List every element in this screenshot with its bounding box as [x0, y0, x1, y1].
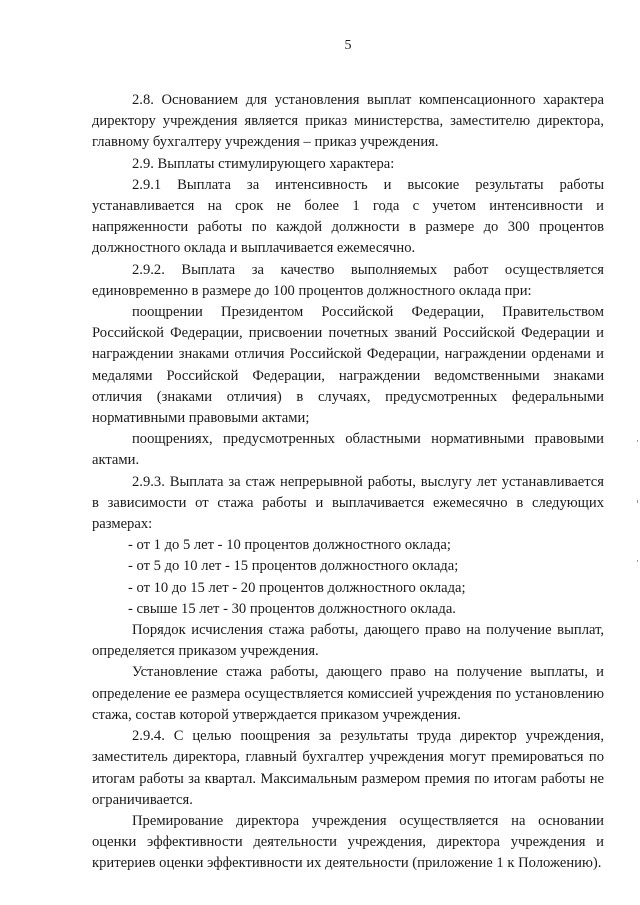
scan-margin-mark	[637, 560, 638, 562]
list-item: - от 5 до 10 лет - 15 процентов должностного оклада;	[128, 558, 459, 575]
paragraph-p-2-9-4: 2.9.4. С целью поощрения за результаты труда директор учреждения, заместитель директора, главный бухгалтер учреждения могут премироваться по итогам работы за квартал. Максимальным размером премия по итогам работы не ограничивается.	[92, 728, 604, 808]
list-item: - свыше 15 лет - 30 процентов должностного оклада.	[128, 600, 456, 617]
list-item: - от 1 до 5 лет - 10 процентов должностного оклада;	[128, 537, 451, 554]
paragraph-p-2-8: 2.8. Основанием для установления выплат компенсационного характера директору учреждения является приказ министерства, заместителю директора, главному бухгалтеру учреждения – приказ учреждения.	[92, 92, 604, 151]
paragraph-p-2-9-1: 2.9.1 Выплата за интенсивность и высокие результаты работы устанавливается на срок не более 1 года с учетом интенсивности и напряженности работы по каждой должности в размере до 300 процентов должностного оклада и выплачивается ежемесячно.	[92, 176, 604, 257]
page-number: 5	[344, 38, 352, 53]
paragraph-p-2-9-2: 2.9.2. Выплата за качество выполняемых работ осуществляется единовременно в размере до 100 процентов должностного оклада при:	[92, 261, 604, 299]
scan-margin-mark	[637, 500, 638, 503]
scan-margin-mark	[637, 440, 638, 442]
document-body	[92, 90, 604, 875]
paragraph-p-regional: поощрениях, предусмотренных областными нормативными правовыми актами.	[92, 431, 604, 469]
paragraph-p-commission: Установление стажа работы, дающего право на получение выплаты, и определение ее размера осуществляется комиссией учреждения по установлению стажа, состав которой утверждается приказом учреждения.	[92, 664, 604, 723]
paragraph-p-order: Порядок исчисления стажа работы, дающего право на получение выплат, определяется приказом учреждения.	[92, 622, 604, 660]
paragraph-p-2-9-3: 2.9.3. Выплата за стаж непрерывной работы, выслугу лет устанавливается в зависимости от стажа работы и выплачивается ежемесячно в следующих размерах:	[92, 473, 604, 533]
paragraph-p-2-9: 2.9. Выплаты стимулирующего характера:	[132, 155, 395, 172]
paragraph-p-award: поощрении Президентом Российской Федерации, Правительством Российской Федерации, присвоении почетных званий Российской Федерации и награждении знаками отличия Российской Федерации, награждении орденами и медалями Российской Федерации, награждении ведомственными знаками отличия (знаками отличия) в случаях, предусмотренных федеральными нормативными правовыми актами;	[92, 304, 604, 427]
paragraph-p-bonus: Премирование директора учреждения осуществляется на основании оценки эффективности деятельности учреждения, директора учреждения и критериев оценки эффективности их деятельности (приложение 1 к Положению).	[92, 812, 604, 872]
list-item: - от 10 до 15 лет - 20 процентов должностного оклада;	[128, 579, 466, 596]
